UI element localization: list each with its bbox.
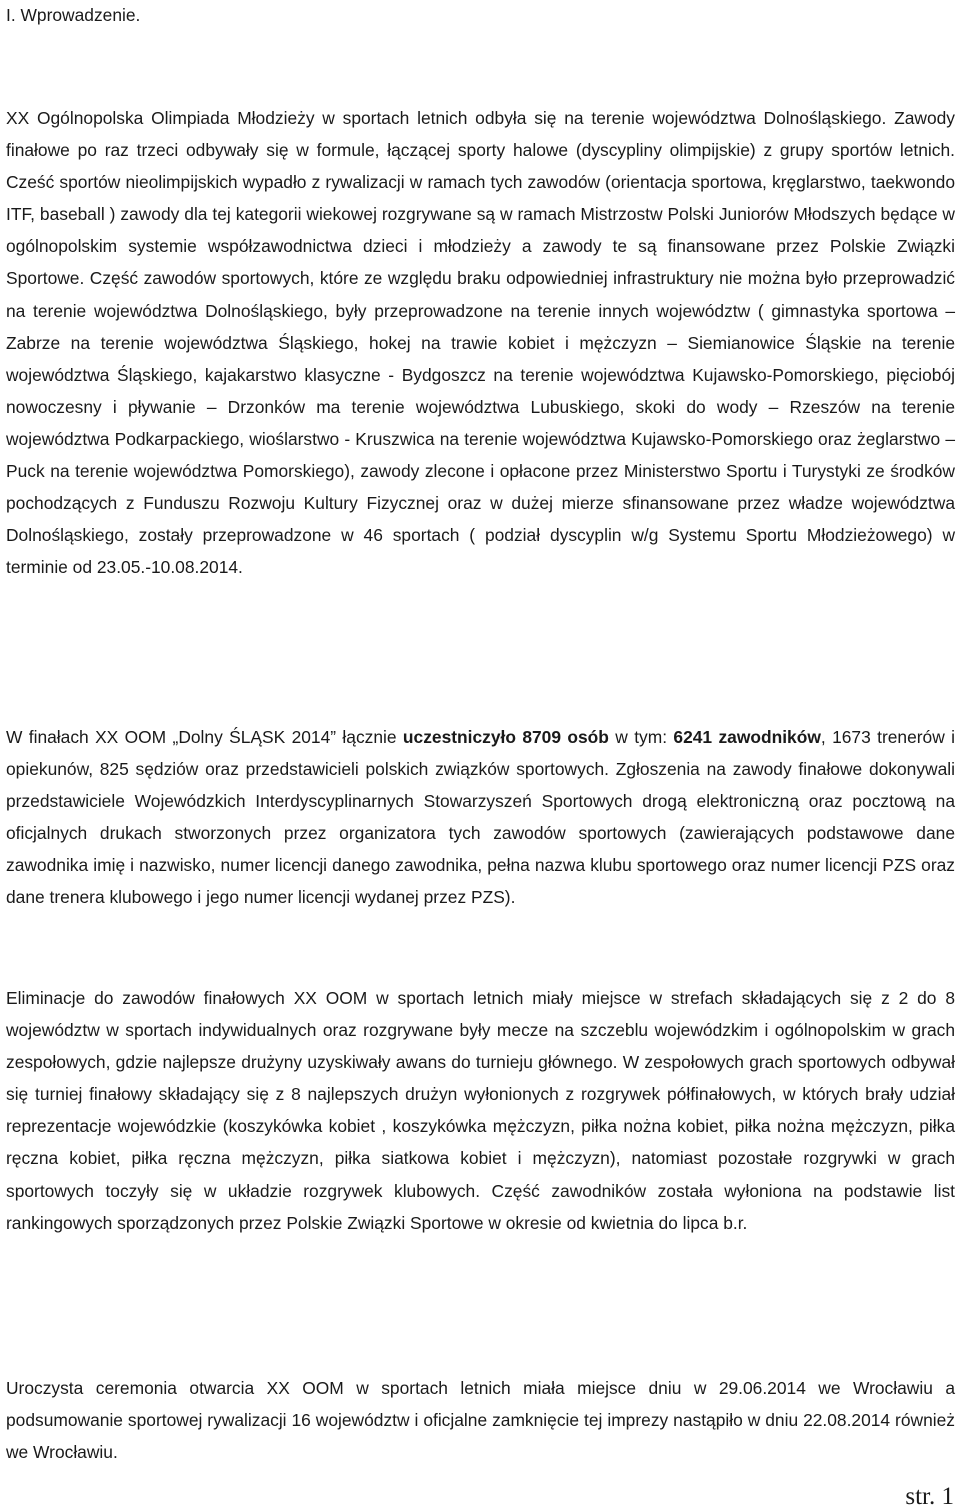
athletes-count-bold: 6241 zawodników [673, 727, 821, 747]
paragraph-introduction: XX Ogólnopolska Olimpiada Młodzieży w sportach letnich odbyła się na terenie województwa Dolnośląskiego. Zawody finałowe po raz trzeci odbywały się w formule, łączącej sporty halowe (dyscypliny olimpijskie) z grupy sportów letnich. Cześć sportów nieolimpijskich wypadło z rywalizacji w ramach tych zawodów (orientacja sportowa, kręglarstwo, taekwondo ITF, baseball ) zawody dla tej kategorii wiekowej rozgrywane są w ramach Mistrzostw Polski Juniorów Młodszych będące w ogólnopolskim systemie współzawodnictwa dzieci i młodzieży a zawody te są finansowane przez Polskie Związki Sportowe. Część zawodów sportowych, które ze względu braku odpowiedniej infrastruktury nie można było przeprowadzić na terenie województwa Dolnośląskiego, były przeprowadzone na terenie innych województw ( gimnastyka sportowa – Zabrze na terenie województwa Śląskiego, hokej na trawie kobiet i mężczyzn – Siemianowice Śląskie na terenie województwa Śląskiego, kajakarstwo klasyczne - Bydgoszcz na terenie województwa Kujawsko-Pomorskiego, pięciobój nowoczesny i pływanie – Drzonków ma terenie województwa Lubuskiego, skoki do wody – Rzeszów na terenie województwa Podkarpackiego, wioślarstwo - Kruszwica na terenie województwa Kujawsko-Pomorskiego oraz żeglarstwo – Puck na terenie województwa Pomorskiego), zawody zlecone i opłacone przez Ministerstwo Sportu i Turystyki ze środków pochodzących z Funduszu Rozwoju Kultury Fizycznej oraz w dużej mierze sfinansowane przez władze województwa Dolnośląskiego, zostały przeprowadzone w 46 sportach ( podział dyscyplin w/g Systemu Sportu Młodzieżowego) w terminie od 23.05.-10.08.2014. [6, 108, 955, 578]
page-number: str. 1 [905, 1483, 954, 1510]
participants-text-1: W finałach XX OOM „Dolny ŚLĄSK 2014” łącznie [6, 727, 403, 747]
paragraph-ceremony: Uroczysta ceremonia otwarcia XX OOM w sportach letnich miała miejsce dniu w 29.06.2014 we Wrocławiu a podsumowanie sportowej rywalizacji 16 województw i oficjalne zamknięcie tej imprezy nastąpiło w dniu 22.08.2014 również we Wrocławiu. [6, 1378, 955, 1463]
participants-text-3: , 1673 trenerów i opiekunów, 825 sędziów oraz przedstawicieli polskich związków sportowych. Zgłoszenia na zawody finałowe dokonywali przedstawiciele Wojewódzkich Interdyscyplinarnych Stowarzyszeń Sportowych drogą elektroniczną oraz pocztową na oficjalnych drukach stworzonych przez organizatora tych zawodów sportowych (zawierających podstawowe dane zawodnika imię i nazwisko, numer licencji danego zawodnika, pełna nazwa klubu sportowego oraz numer licencji PZS oraz dane trenera klubowego i jego numer licencji wydanej przez PZS). [6, 727, 956, 908]
participants-total-bold: uczestniczyło 8709 osób [402, 727, 609, 747]
participants-text-2: w tym: [608, 727, 674, 747]
paragraph-eliminations: Eliminacje do zawodów finałowych XX OOM w sportach letnich miały miejsce w strefach składających się z 2 do 8 województw w sportach indywidualnych oraz rozgrywane były mecze na szczeblu wojewódzkim i ogólnopolskim w grach zespołowych, gdzie najlepsze drużyny uzyskiwały awans do turnieju głównego. W zespołowych grach sportowych odbywał się turniej finałowy składający się z 8 najlepszych drużyn wyłonionych z rozgrywek półfinałowych, w których brały udział reprezentacje wojewódzkie (koszykówka kobiet , koszykówka mężczyzn, piłka nożna kobiet, piłka nożna mężczyzn, piłka ręczna kobiet, piłka ręczna mężczyzn, piłka siatkowa kobiet i mężczyzn), natomiast pozostałe rozgrywki w grach sportowych toczyły się w układzie rozgrywek klubowych. Część zawodników została wyłoniona na podstawie list rankingowych sporządzonych przez Polskie Związki Sportowe w okresie od kwietnia do lipca b.r. [6, 988, 955, 1233]
paragraph-participants [6, 721, 955, 914]
section-heading: I. Wprowadzenie. [6, 5, 141, 25]
